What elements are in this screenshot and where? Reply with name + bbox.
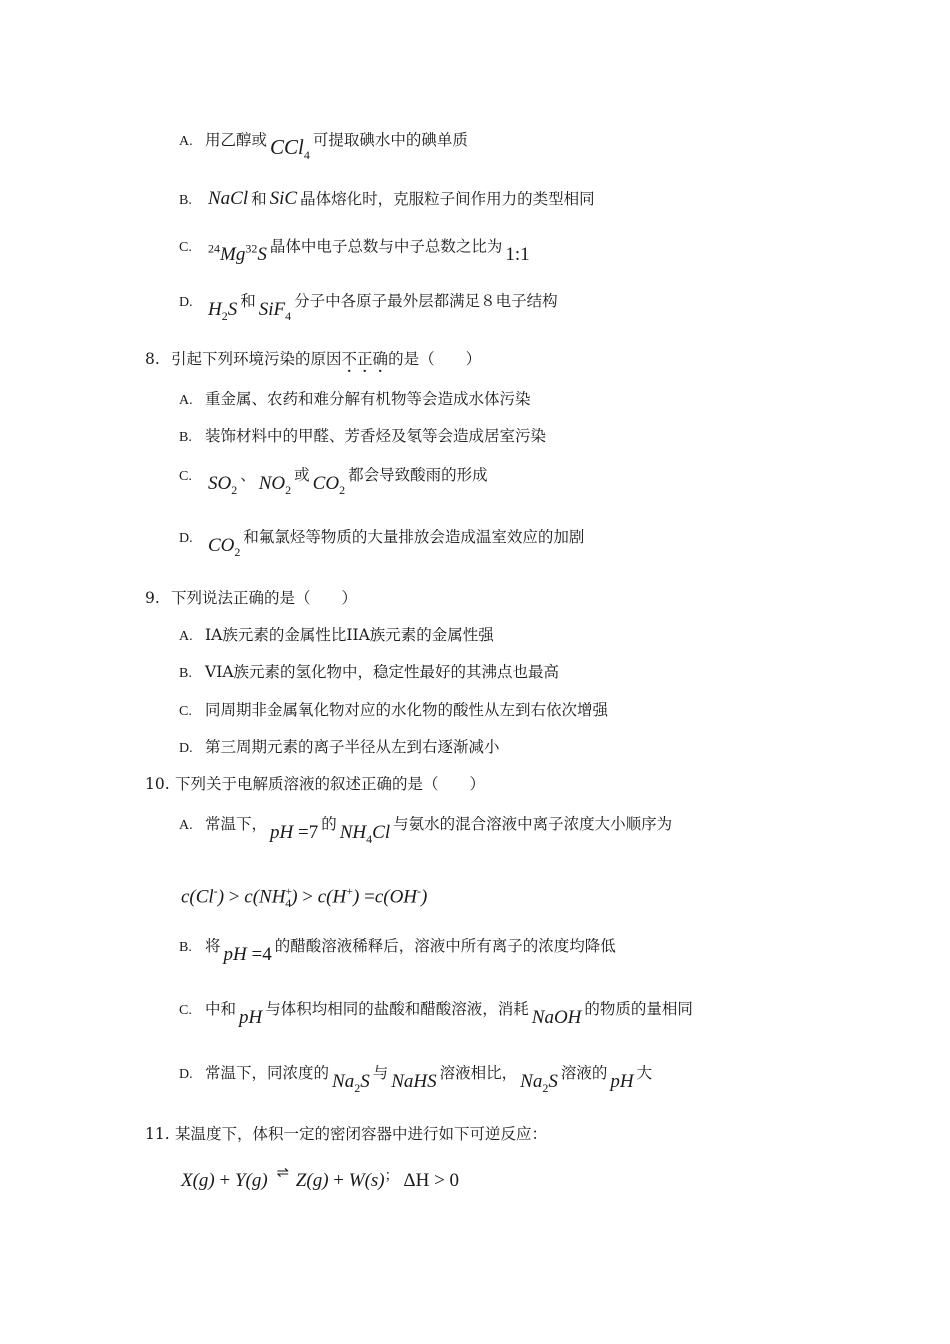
formula-24mg32s: $^{24}$Mg$^{32}$S (208, 242, 267, 266)
q7-option-d: D. $H_2S$ 和 SiF$_4$分子中各原子最外层都满足８电子结构 (179, 292, 558, 323)
q8-option-c: C. $SO_2$、 $NO_2$或 $CO_2$都会导致酸雨的形成 (179, 466, 488, 497)
q7-option-a: A. 用乙醇或 CCl$_4$可提取碘水中的碘单质 (179, 131, 468, 163)
q9-option-a: A. IA族元素的金属性比IIA族元素的金属性强 (179, 626, 494, 644)
formula-so2: $SO_2$ (208, 473, 238, 497)
equation-ion-order: $c(Cl^-) > c(NH^+_4) > c(H^+) =c(OH^-)$ (181, 884, 428, 911)
q7-option-c: C. $^{24}$Mg$^{32}$S 晶体中电子总数与中子总数之比为 1:1 (179, 237, 530, 266)
formula-ccl4: CCl$_4$ (270, 135, 310, 163)
formula-nahs: NaHS (391, 1071, 437, 1092)
formula-no2: $NO_2$ (258, 473, 292, 497)
formula-ph: pH (239, 1007, 263, 1028)
q7-option-b: B. NaCl 和 SiC 晶体熔化时，克服粒子间作用力的类型相同 (179, 188, 595, 209)
formula-co2: $CO_2$ (312, 473, 346, 497)
formula-ph-eq-4: pH =4 (223, 944, 272, 965)
q10-option-b: B. 将 pH =4 的醋酸溶液稀释后，溶液中所有离子的浓度均降低 (179, 937, 616, 965)
q8-option-d: D. $CO_2$和氟氯烃等物质的大量排放会造成温室效应的加剧 (179, 528, 585, 559)
q10-option-d: D. 常温下，同浓度的 $Na_2S$ 与 NaHS 溶液相比， $Na_2S$ 溶液的 pH 大 (179, 1064, 653, 1095)
q9-option-c: C. 同周期非金属氧化物对应的水化物的酸性从左到右依次增强 (179, 701, 609, 719)
q10-stem: 10. 下列关于电解质溶液的叙述正确的是（ ） (145, 775, 486, 793)
formula-nacl: NaCl (208, 188, 249, 209)
q8-option-a: A. 重金属、农药和难分解有机物等会造成水体污染 (179, 390, 531, 408)
equation-reaction: X(g) + Y(g) ⇌ Z(g) + W(s)； ΔH > 0 (181, 1165, 460, 1191)
formula-naoh: NaOH (531, 1007, 582, 1028)
formula-h2s: $H_2S$ (208, 299, 238, 323)
q8-option-b: B. 装饰材料中的甲醛、芳香烃及氡等会造成居室污染 (179, 427, 547, 445)
q9-option-b: B. VIA族元素的氢化物中，稳定性最好的其沸点也最高 (179, 663, 560, 681)
q9-option-d: D. 第三周期元素的离子半径从左到右逐渐减小 (179, 738, 500, 756)
formula-na2s-2: $Na_2S$ (520, 1071, 558, 1095)
formula-co2-d: $CO_2$ (208, 535, 241, 559)
formula-ph-eq: pH =7 (270, 822, 319, 843)
q10-option-c: C. 中和 pH 与体积均相同的盐酸和醋酸溶液，消耗 NaOH 的物质的量相同 (179, 1000, 693, 1028)
equilibrium-arrow-icon: ⇌ (276, 1165, 288, 1181)
q10-option-a: A. 常温下， pH =7 的 $NH_4Cl$ 与氨水的混合溶液中离子浓度大小顺序为 (179, 815, 673, 846)
q11-stem: 11. 某温度下，体积一定的密闭容器中进行如下可逆反应： (145, 1125, 548, 1143)
q8-stem: 8. 引起下列环境污染的原因不正确的是（ ） (145, 350, 482, 368)
formula-na2s: $Na_2S$ (332, 1071, 370, 1095)
formula-sic: SiC (269, 188, 298, 209)
formula-sif4: SiF$_4$ (258, 299, 292, 323)
formula-nh4cl: $NH_4Cl$ (339, 822, 391, 846)
formula-ph-d: pH (610, 1071, 634, 1092)
q9-stem: 9. 下列说法正确的是（ ） (145, 589, 358, 607)
